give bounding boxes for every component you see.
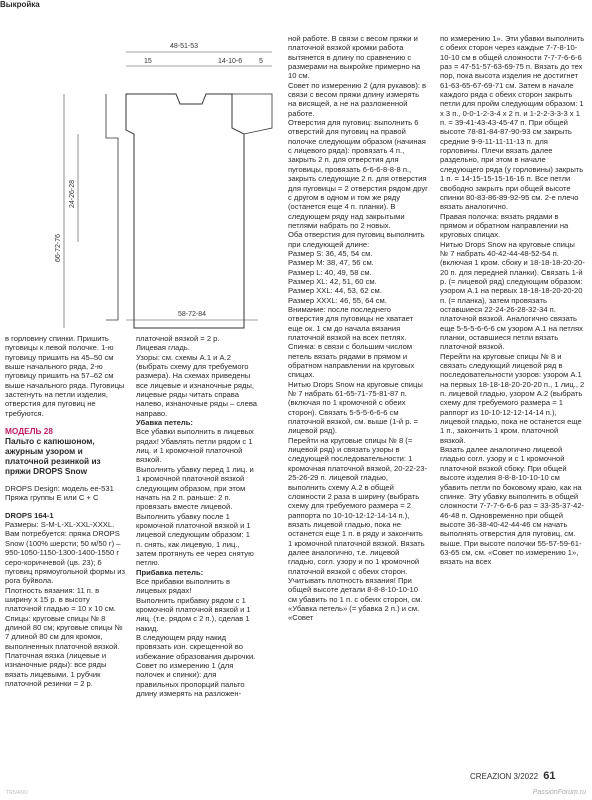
text-column-4 [440, 34, 585, 786]
paragraph: Совет по измерению 2 (для рукавов): в связи с весом пряжи длину измерять на висящей, а не на разложенной работе. [288, 80, 427, 118]
paragraph: Внимание: после последнего отверстия для пуговицы не хватает еще ок. 1 см до начала вязания платочной вязкой на всех петлях. [288, 304, 414, 342]
paragraph: Совет по измерению 1 (для полочек и спинки): для правильных пропорций пальто длину измерять на разложен- [136, 661, 245, 699]
paragraph: DROPS Design: модель ee-531 Пряжа группы E или C + C [5, 484, 114, 503]
paragraph: Нитью Drops Snow на круговые спицы № 7 набрать 40-42-44-48-52-54 п. (включая 1 кром. сбоку и 18-18-18-20-20-20 п. для передней планки). Связать 1-й р. (= лицевой ряд) следующим образом: узором А.1 на первых 18-18-18-20-20-20 п. (= планка), затем провязать оставшиеся 22-24-26-28-32-34 п. платочной вязкой. Аналогично связать еще 5-5-5-6-6-6 см узором А.1 на петлях планки, оставшиеся петли вязать платочной вязкой. [440, 239, 585, 352]
paragraph: ной работе. В связи с весом пряжи и платочной вязкой кромки работа вытянется в длину по сравнению с размерами на выкройке примерно на 10 см. [288, 34, 421, 81]
paragraph: Перейти на круговые спицы № 8 и связать следующий лицевой ряд в последовательности узоров: узором А.1 на первых 18-18-18-20-20-20 п., 1 лиц., 2 п. лицевой гладью, узором А.2 (выбрать схему для требуемого размера = 1 раппорт из 10-10-12-12-14-14 п.), лицевой гладью, пока не останется еще 1 п., закончить 1 кром. платочной вязкой. [440, 351, 585, 445]
paragraph: Плотность вязания: 11 п. в ширину х 15 р. в высоту платочной гладью = 10 х 10 см. [5, 585, 116, 614]
pattern-title: Выкройка [0, 0, 40, 9]
corner-mark: TRIVANO [6, 790, 28, 796]
paragraph: Пальто с капюшоном, ажурным узором и платочной резинкой из пряжи DROPS Snow [5, 436, 101, 477]
paragraph: Выполнить прибавку рядом с 1 кромочной платочной вязкой и 1 лиц. (т.е. рядом с 2 п.), сделав 1 накид. [136, 595, 251, 633]
paragraph: платочной вязкой = 2 р. [136, 334, 220, 343]
left-shoulder-label: 15 [144, 58, 152, 65]
top-width-label: 48-51-53 [170, 43, 199, 50]
page-number: 61 [543, 770, 556, 782]
text-column-2 [136, 334, 258, 786]
paragraph: Размер S: 36, 45, 54 см. [288, 248, 373, 258]
paragraph: Отверстия для пуговиц: выполнить 6 отверстий для пуговиц на правой полочке следующим образом (начиная с лицевого ряда): провязать 4 п., закрыть 2 п. для отверстия для пуговицы, провязать 6-6-6-8-8-8 п., закрыть следующие 2 п. для отверстия для пуговицы = 2 отверстия рядом друг с другом в одном и том же ряду (останется еще 4 п. планки). В следующем ряду над закрытыми петлями набрать по 2 новых. [288, 118, 428, 230]
paragraph: Все прибавки выполнить в лицевых рядах! [136, 576, 230, 596]
paragraph: Спицы: круговые спицы № 8 длиной 80 см; круговые спицы № 7 длиной 80 см для кромок, выполненных платочной вязкой. [5, 613, 123, 651]
paragraph: МОДЕЛЬ 28 [5, 426, 54, 437]
paragraph: DROPS 164-1 [5, 510, 54, 520]
paragraph: Лицевая гладь. [136, 343, 190, 353]
paragraph: Выполнить убавку перед 1 лиц. и 1 кромочной платочной вязкой следующим образом, при этом начать на 2 п. раньше: 2 п. провязать вместе лицевой. [136, 464, 254, 512]
paragraph: Размер XXXL: 46, 55, 64 см. [288, 295, 387, 305]
paragraph: Вязать далее аналогично лицевой гладью согл. узору и с 1 кромочной платочной вязкой сбоку. При общей высоте изделия 8-8-8-10-10-10 см убавить петли по боковому краю, как на спинке. Эту убавку выполнить в общей сложности 7-7-7-6-6-6 раз = 33-35-37-42-46-48 п. Одновременно при общей высоте 36-38-40-42-44-46 см начать выполнять отверстия для пуговиц, см. выше. При высоте полочки 55-57-59-61-63-65 см, см. «Совет по измерению 1», вязать на всех [440, 445, 585, 567]
page-footer [470, 770, 556, 782]
paragraph: Оба отверстия для пуговиц выполнить при следующей длине: [288, 230, 425, 249]
total-height-label: 66-72-76 [55, 233, 62, 262]
paragraph: Прибавка петель: [136, 567, 204, 577]
journal-name: CREAZION 3/2022 [470, 772, 539, 781]
schematic-diagram [10, 30, 280, 330]
right-sleeve-outline [232, 94, 272, 134]
paragraph: в горловину спинки. Пришить пуговицы к левой полочке. 1-ю пуговицу пришить на 45–50 см выше начального ряда, 2-ю пуговицу пришить на 57–62 см выше начального ряда. Пуговицы застегнуть на петли изделия, отверстия для пуговиц не требуются. [5, 334, 125, 418]
watermark: PassionForum.ru [532, 789, 586, 796]
right-shoulder-label: 5 [259, 58, 263, 65]
text-column-1 [5, 334, 125, 786]
paragraph: Платочная вязка (лицевые и изнаночные ряды): все ряды вязать лицевыми. 1 рубчик платочной резинки = 2 р. [5, 650, 107, 688]
paragraph: Размер XL: 42, 51, 60 см. [288, 276, 377, 286]
paragraph: Нитью Drops Snow на круговые спицы № 7 набрать 61-65-71-75-81-87 п. (включая по 1 кромочной с обеих сторон). Связать 5-5-5-6-6-6 см платочной вязкой, см. выше (1-й р. = лицевой ряд). [288, 379, 423, 436]
bottom-width-label: 58-72-84 [178, 311, 207, 318]
text-column-3 [288, 34, 428, 786]
paragraph: Вам потребуется: пряжа DROPS Snow (100% шерсти; 50 м/50 г) – 950-1050-1150-1300-1400-1550 г серо-коричневой (цв. 23); 6 пуговиц прямоугольной формы из рога буйвола. [5, 529, 125, 586]
paragraph: Правая полочка: вязать рядами в прямом и обратном направлении на круговых спицах. [440, 211, 569, 240]
paragraph: Размер L: 40, 49, 58 см. [288, 267, 372, 277]
body-outline [126, 94, 244, 328]
paragraph: Размер XXL: 44, 53, 62 см. [288, 286, 382, 296]
paragraph: В следующем ряду накид провязать изн. скрещенной во избежание образования дырочки. [136, 633, 256, 661]
paragraph: Спинка: в связи с большим числом петель вязать рядами в прямом и обратном направлении на круговых спицах. [288, 342, 415, 380]
neck-label: 14-10-6 [218, 58, 243, 65]
paragraph: по измерению 1». Эти убавки выполнить с обеих сторон через каждые 7-7-8-10-10-10 см в общей сложности 7-7-7-6-6-6 раз = 47-51-57-63-69-75 п. Вязать до тех пор, пока высота изделия не достигнет 61-63-65-67-69-71 см. Затем в начале каждого ряда с обеих сторон закрыть петли для пройм следующим образом: 1 х 3 п., 0-0-1-2-3-4 х 2 п. и 1-2-2-3-3-3 х 1 п. = 39-41-43-43-45-47 п. При общей высоте 78-81-84-87-90-93 см закрыть средние 9-9-11-11-11-13 п. для горловины. Плечи вязать далее раздельно, при этом в начале следующего ряда (у горловины) закрыть 1 п. = 14-15-15-15-16-16 п. Все петли свободно закрыть при общей высоте спинки 80-83-86-89-92-95 см. 2-е плечо вязать аналогично. [440, 34, 585, 212]
paragraph: Перейти на круговые спицы № 8 (= лицевой ряд) и связать узоры в следующей последовательности: 1 кромочная платочной вязкой, 20-22-23-25-26-29 п. лицевой гладью, выполнить схему А.2 в общей сложности 2 раза в ширину (выбрать схему для требуемого размера = 2 раппорта по 10-10-12-12-14-14 п.), вязать лицевой гладью, пока не останется еще 1 п. в ряду и закончить 1 кромочной платочной вязкой. Вязать далее аналогично, т.е. лицевой гладью, согл. узору и по 1 кромочной платочной вязкой с обеих сторон. Учитывать плотность вязания! При общей высоте детали 8-8-8-10-10-10 см убавить по 1 п. с обеих сторон, см. «Убавка петель» (= убавка 2 п.) и см. «Совет [288, 435, 427, 623]
armhole-label: 24-26-28 [69, 179, 76, 208]
sleeve-outline [106, 94, 118, 320]
paragraph: Узоры: см. схемы А.1 и А.2 (выбрать схему для требуемого размера). На схемах приведены все лицевые и изнаночные ряды, лицевые ряды читать справа налево, изнаночные ряды – слева направо. [136, 352, 257, 418]
paragraph: Все убавки выполнить в лицевых рядах! Убавлять петли рядом с 1 лиц. и 1 кромочной платочной вязкой. [136, 427, 254, 465]
paragraph: Размер M: 38, 47, 56 см. [288, 258, 374, 268]
paragraph: Размеры: S-M-L-XL-XXL-XXXL. [5, 520, 115, 530]
paragraph: Выполнить убавку после 1 кромочной платочной вязкой и 1 лицевой следующим образом: 1 п. снять, как лицевую, 1 лиц., затем протянуть ее через снятую петлю. [136, 511, 254, 568]
paragraph: Убавка петель: [136, 418, 193, 428]
